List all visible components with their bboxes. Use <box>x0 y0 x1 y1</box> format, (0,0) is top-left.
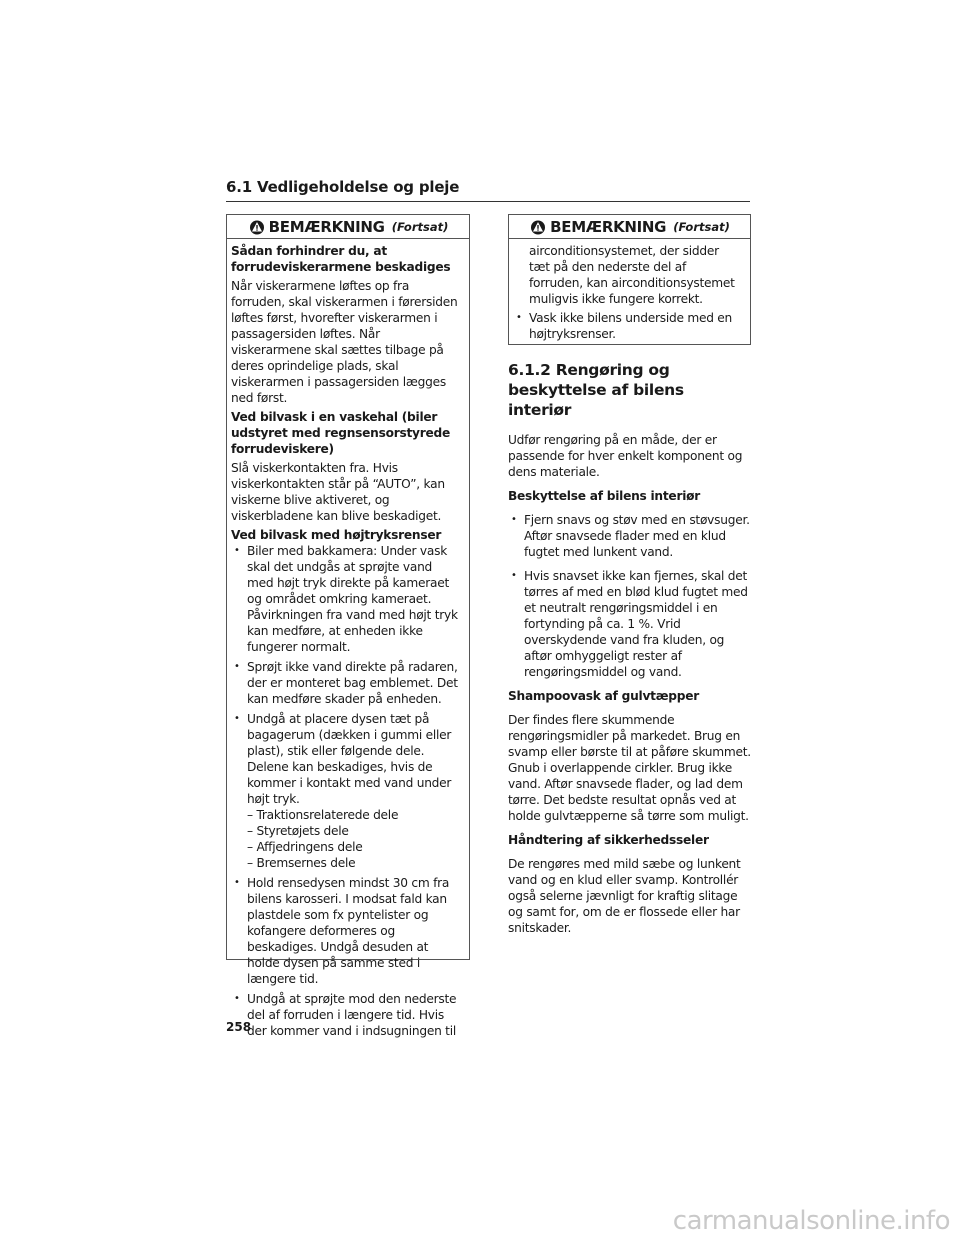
list-item: • Hvis snavset ikke kan fjernes, skal det tørres af med en blød klud fugtet med et neutralt rengøringsmiddel i en fortynding på ca. 1 %. Vrid overskydende vand fra kluden, og aftør omhyggeligt rester af rengøringsmiddel og vand. <box>508 568 752 680</box>
subheading: Håndtering af sikkerhedsseler <box>508 833 709 847</box>
watermark: carmanualsonline.info <box>672 1206 950 1236</box>
intro-paragraph: Udfør rengøring på en måde, der er passende for hver enkelt komponent og dens materiale. <box>508 433 743 479</box>
paragraph: Der findes flere skummende rengøringsmidler på markedet. Brug en svamp eller børste til at påføre skummet. Gnub i overlappende cirkler. Brug ikke vand. Aftør snavsede flader, og lad dem tørre. Det bedste resultat opnås ved at holde gulvtæpperne så tørre som muligt. <box>508 713 751 823</box>
note-continued: (Fortsat) <box>391 219 449 234</box>
list-item: • Fjern snavs og støv med en støvsuger. Aftør snavsede flader med en klud fugtet med lunkent vand. <box>508 512 752 560</box>
subheading: Shampoovask af gulvtæpper <box>508 689 699 703</box>
list-item <box>231 711 461 871</box>
list-item: • Vask ikke bilens underside med en højtryksrenser. <box>513 310 742 342</box>
note-bullet-list <box>513 310 742 342</box>
note-subheading: Ved bilvask med højtryksrenser <box>231 528 442 542</box>
bullet-list <box>508 512 752 680</box>
page-number: 258 <box>226 1020 252 1034</box>
list-item: • Hold rensedysen mindst 30 cm fra bilens karosseri. I modsat fald kan plastdele som fx pyntelister og kofangere deformeres og beskadiges. Undgå desuden at holde dysen på samme sted i længere tid. <box>231 875 461 987</box>
note-label: BEMÆRKNING <box>550 217 667 236</box>
subheading: Beskyttelse af bilens interiør <box>508 489 701 503</box>
paragraph: De rengøres med mild sæbe og lunkent vand og en klud eller svamp. Kontrollér også selerne jævnligt for kraftig slitage og samt for, om de er flossede eller har snitskader. <box>508 857 741 935</box>
section-title: 6.1 Vedligeholdelse og pleje <box>226 178 460 196</box>
note-paragraph: airconditionsystemet, der sidder tæt på den nederste del af forruden, kan airconditionsystemet muligvis ikke fungere korrekt. <box>529 244 735 306</box>
section-header <box>226 178 750 202</box>
note-header <box>509 215 750 239</box>
note-header <box>227 215 469 239</box>
note-subheading: Ved bilvask i en vaskehal (biler udstyret med regnsensorstyrede forrudeviskere) <box>231 410 451 456</box>
note-bullet-list <box>231 543 461 1039</box>
sub-item: – Traktionsrelaterede dele <box>247 808 399 822</box>
warning-icon <box>248 219 266 235</box>
note-box-right <box>508 214 751 345</box>
note-paragraph: Når viskerarmene løftes op fra forruden, skal viskerarmen i førersiden løftes først, hvorefter viskerarmen i passagersiden løftes. Når viskerarmene skal sættes tilbage på deres oprindelige plads, skal viskerarmen i passagersiden lægges ned først. <box>231 279 458 405</box>
sub-item: – Affjedringens dele <box>247 840 363 854</box>
note-body <box>227 239 469 1039</box>
header-rule <box>226 201 750 202</box>
list-item: • Sprøjt ikke vand direkte på radaren, der er monteret bag emblemet. Det kan medføre skader på enheden. <box>231 659 461 707</box>
sub-item: – Styretøjets dele <box>247 824 349 838</box>
list-item-text: Undgå at placere dysen tæt på bagagerum (dækken i gummi eller plast), stik eller følgende dele. Delene kan beskadiges, hvis de kommer i kontakt med vand under højt tryk. <box>247 712 452 806</box>
note-subheading: Sådan forhindrer du, at forrudeviskerarmene beskadiges <box>231 244 451 274</box>
note-continued: (Fortsat) <box>673 219 730 234</box>
list-item: • Undgå at sprøjte mod den nederste del af forruden i længere tid. Hvis der kommer vand i indsugningen til <box>231 991 461 1039</box>
section-heading: 6.1.2 Rengøring og beskyttelse af bilens interiør <box>508 361 684 419</box>
warning-icon <box>529 219 547 235</box>
note-paragraph: Slå viskerkontakten fra. Hvis viskerkontakten står på “AUTO”, kan viskerne blive aktiveret, og viskerbladene kan blive beskadiget. <box>231 461 445 523</box>
main-text-column <box>508 360 752 944</box>
note-label: BEMÆRKNING <box>268 217 385 236</box>
list-item: • Biler med bakkamera: Under vask skal det undgås at sprøjte vand med højt tryk direkte på kameraet og området omkring kameraet. Påvirkningen fra vand med højt tryk kan medføre, at enheden ikke fungerer normalt. <box>231 543 461 655</box>
note-body <box>509 239 750 342</box>
sub-item: – Bremsernes dele <box>247 856 356 870</box>
